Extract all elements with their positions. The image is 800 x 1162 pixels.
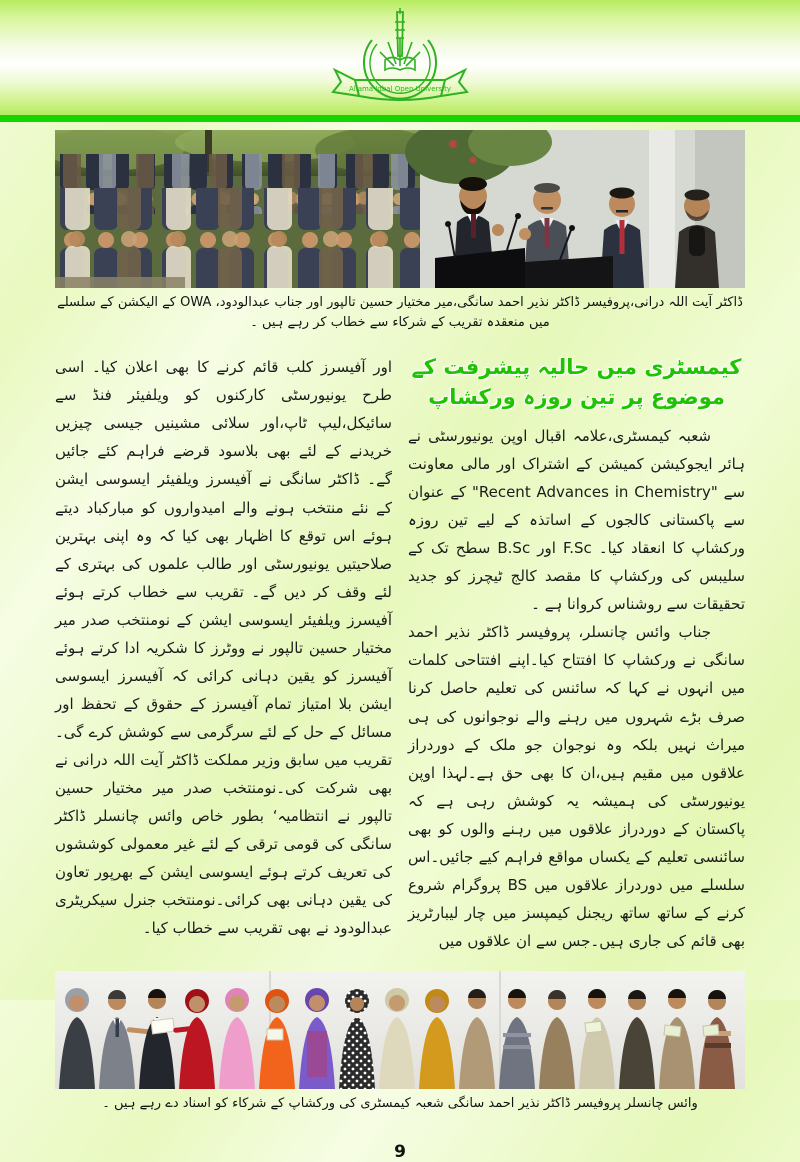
article-paragraph: اور آفیسرز کلب قائم کرنے کا بھی اعلان کیا۔ اسی طرح یونیورسٹی کارکنوں کو ویلفیئر فنڈ سے سائیکل،لیپ ٹاپ،اور سلائی مشینیں جیسی چیزیں خریدنے کے لئے بھی بلاسود قرضے فراہم کئے جائیں گے۔ ڈاکٹر سانگی نے آفیسرز ویلفیئر ایسوسی ایشن کے نئے منتخب ہونے والے امیدواروں کو مبارکباد دیتے ہوئے اس توقع کا اظہار بھی کیا کہ وہ اپنی بہترین صلاحیتیں یونیورسٹی اور طالب علموں کی بہتری کے لئے وقف کر دیں گے۔ تقریب سے خطاب کرتے ہوئے آفیسرز ویلفیئر ایسوسی ایشن کے نومنتخب صدر میر مختیار حسین تالپور نے ووٹرز کا شکریہ ادا کرتے ہوئے آفیسرز کو یقین دہانی کرائی کہ آفیسرز ایسوسی ایشن بلا امتیاز تمام آفیسرز کے حقوق کے تحفظ اور مسائل کے حل کے لئے سرگرمی سے کوشش کرے گی۔تقریب میں سابق وزیر مملکت ڈاکٹر آیت اللہ درانی نے بھی شرکت کی۔نومنتخب صدر میر مختیار حسین تالپور نے انتظامیہ‘ بطور خاص وائس چانسلر ڈاکٹر سانگی کی قومی ترقی کے لئے غیر معمولی کوششوں کی تعریف کرتے ہوئے ایسوسی ایشن کے بھرپور تعاون کی یقین دہانی بھی کرائی۔نومنتخب جنرل سیکریٹری عبدالودود نے بھی تقریب سے خطاب کیا۔ xyxy=(55,358,392,938)
article-column-right xyxy=(408,353,745,955)
bottom-photo-caption: وائس چانسلر پروفیسر ڈاکٹر نذیر احمد سانگی شعبہ کیمسٹری کی ورکشاپ کے شرکاء کو اسناد دے رہے ہیں ۔ xyxy=(102,1095,698,1111)
top-photo xyxy=(55,130,745,288)
article-paragraph: جناب وائس چانسلر، پروفیسر ڈاکٹر نذیر احمد سانگی نے ورکشاپ کا افتتاح کیا۔اپنے افتتاحی کلمات میں انہوں نے کہا کہ سائنس کی تعلیم حاصل کرنا صرف بڑے شہروں میں رہنے والے نوجوانوں کی ہی میراث نہیں بلکہ وہ نوجوان جو ملک کے دوردراز علاقوں میں مقیم ہیں،ان کا بھی حق ہے۔لہذا اوپن یونیورسٹی کی ہمیشہ یہ کوشش رہی ہے کہ پاکستان کے دوردراز علاقوں میں رہنے والوں کو بھی سائنسی تعلیم کے یکساں مواقع فراہم کیے جائیں۔اس سلسلے میں دوردراز علاقوں میں BS پروگرام شروع کرنے کے ساتھ ساتھ ریجنل کیمپسز میں چار لیبارٹریز بھی قائم کی جاری ہیں۔جس سے ان علاقوں میں xyxy=(408,623,745,950)
header-green-bar xyxy=(0,115,800,122)
speakers-scene xyxy=(405,130,745,288)
article-column-left xyxy=(55,353,392,955)
page-number: 9 xyxy=(394,1142,406,1162)
bottom-photo xyxy=(55,971,745,1089)
ceremony-scene xyxy=(55,971,745,1089)
page-header xyxy=(0,0,800,122)
crowd-scene xyxy=(55,130,435,288)
article-headline: کیمسٹری میں حالیہ پیشرفت کے موضوع پر تین روزہ ورکشاپ xyxy=(411,355,742,409)
top-photo-caption: ڈاکٹر آیت اللہ درانی،پروفیسر ڈاکٹر نذیر احمد سانگی،میر مختیار حسین تالپور اور جناب عبدالودود، OWA کے الیکشن کے سلسلے میں منعقدہ تقریب کے شرکاء سے خطاب کر رہے ہیں ۔ xyxy=(57,295,743,331)
university-name-label: Allama Iqbal Open University xyxy=(349,85,451,93)
certificate xyxy=(151,1018,174,1034)
article-paragraph: شعبہ کیمسٹری،علامہ اقبال اوپن یونیورسٹی نے ہائر ایجوکیشن کمیشن کے اشتراک اور مالی معاونت سے "Recent Advances in Chemistry" کے عنوان سے پاکستانی کالجوں کے اساتذہ کے لیے تین روزہ ورکشاپ کا انعقاد کیا۔ F.Sc اور B.Sc سطح تک کے سلیبس کی ورکشاپ کا مقصد کالج ٹیچرز کو جدید تحقیقات سے روشناس کروانا ہے ۔ xyxy=(408,427,746,614)
university-logo xyxy=(325,8,475,118)
article-body xyxy=(55,353,745,955)
university-crest-icon xyxy=(325,8,475,114)
